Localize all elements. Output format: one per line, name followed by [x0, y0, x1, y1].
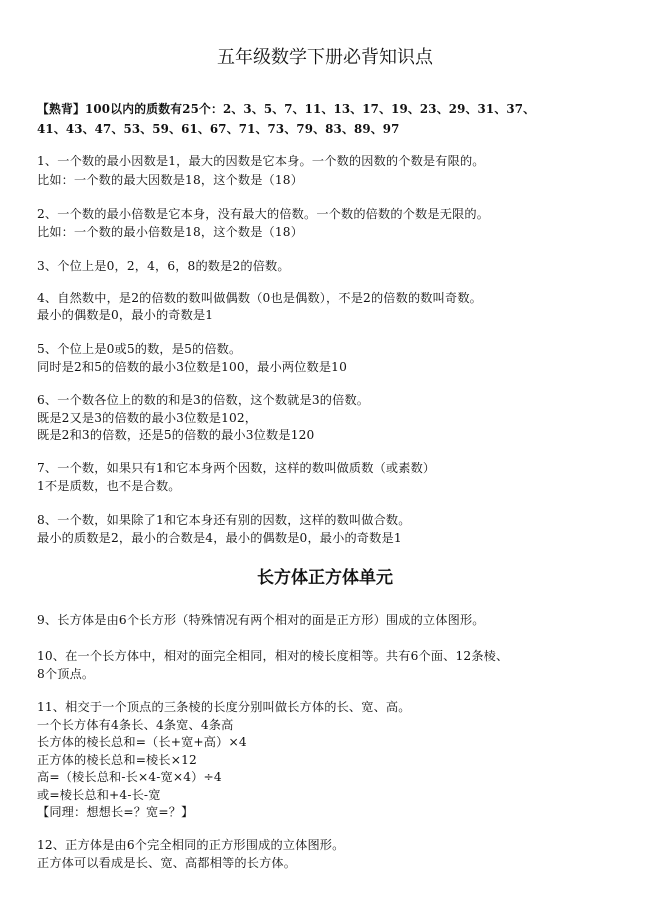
- section-title: 长方体正方体单元: [257, 568, 393, 588]
- point-2-line-1: 2、一个数的最小倍数是它本身，没有最大的倍数。一个数的倍数的个数是无限的。: [37, 207, 490, 221]
- point-1-line-1: 1、一个数的最小因数是1，最大的因数是它本身。一个数的因数的个数是有限的。: [37, 154, 485, 168]
- point-8-line-1: 8、一个数，如果除了1和它本身还有别的因数，这样的数叫做合数。: [37, 513, 411, 527]
- point-11-line-4: 正方体的棱长总和=棱长×12: [37, 753, 197, 767]
- prime-list-line-2: 41、43、47、53、59、61、67、71、73、79、83、89、97: [37, 122, 400, 136]
- page-title: 五年级数学下册必背知识点: [217, 47, 433, 68]
- point-4-line-1: 4、自然数中，是2的倍数的数叫做偶数（0也是偶数），不是2的倍数的数叫奇数。: [37, 291, 482, 305]
- point-10-line-1: 10、在一个长方体中，相对的面完全相同，相对的棱长度相等。共有6个面、12条棱、: [37, 649, 509, 663]
- point-11-line-7: 【同理：想想长=？宽=？】: [37, 805, 194, 819]
- point-10-line-2: 8个顶点。: [37, 667, 95, 681]
- point-6-line-3: 既是2和3的倍数，还是5的倍数的最小3位数是120: [37, 428, 315, 442]
- point-3-line-1: 3、个位上是0，2，4，6，8的数是2的倍数。: [37, 259, 290, 273]
- point-11-line-5: 高=（棱长总和-长×4-宽×4）÷4: [37, 770, 222, 784]
- point-8-line-2: 最小的质数是2，最小的合数是4，最小的偶数是0，最小的奇数是1: [37, 531, 402, 545]
- point-6-line-1: 6、一个数各位上的数的和是3的倍数，这个数就是3的倍数。: [37, 393, 370, 407]
- point-11-line-6: 或=棱长总和+4-长-宽: [37, 788, 161, 802]
- point-11-line-1: 11、相交于一个顶点的三条棱的长度分别叫做长方体的长、宽、高。: [37, 700, 411, 714]
- point-7-line-2: 1不是质数，也不是合数。: [37, 479, 181, 493]
- point-11-line-3: 长方体的棱长总和=（长+宽+高）×4: [37, 735, 247, 749]
- point-1-line-2: 比如：一个数的最大因数是18，这个数是（18）: [37, 173, 304, 187]
- prime-list-line-1: 【熟背】100以内的质数有25个：2、3、5、7、11、13、17、19、23、29、31、37、: [37, 102, 536, 116]
- point-9-line-1: 9、长方体是由6个长方形（特殊情况有两个相对的面是正方形）围成的立体图形。: [37, 613, 485, 627]
- point-12-line-2: 正方体可以看成是长、宽、高都相等的长方体。: [37, 856, 297, 870]
- point-5-line-2: 同时是2和5的倍数的最小3位数是100，最小两位数是10: [37, 360, 347, 374]
- point-5-line-1: 5、个位上是0或5的数，是5的倍数。: [37, 342, 242, 356]
- point-12-line-1: 12、正方体是由6个完全相同的正方形围成的立体图形。: [37, 838, 345, 852]
- point-6-line-2: 既是2又是3的倍数的最小3位数是102，: [37, 411, 258, 425]
- point-11-line-2: 一个长方体有4条长、4条宽、4条高: [37, 718, 234, 732]
- point-7-line-1: 7、一个数，如果只有1和它本身两个因数，这样的数叫做质数（或素数）: [37, 461, 436, 475]
- point-2-line-2: 比如：一个数的最小倍数是18，这个数是（18）: [37, 225, 304, 239]
- point-4-line-2: 最小的偶数是0，最小的奇数是1: [37, 308, 214, 322]
